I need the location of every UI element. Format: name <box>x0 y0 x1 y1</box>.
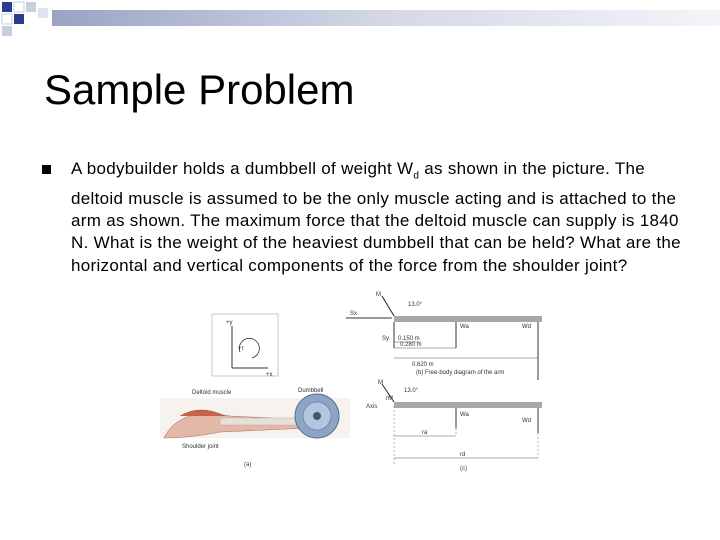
statement-subscript: d <box>413 170 420 182</box>
axes-inset <box>212 314 278 378</box>
square-bullet-icon <box>42 165 51 174</box>
arm-diagram-figure <box>160 288 550 473</box>
lever-caption: (c) <box>460 466 467 472</box>
lever-diagram <box>366 380 542 472</box>
page-title: Sample Problem <box>44 66 355 113</box>
x-axis-label: +x <box>266 372 273 378</box>
y-axis-label: +y <box>226 320 233 326</box>
lever-rd-label: rd <box>460 452 466 458</box>
lever-ra-label: ra <box>422 430 428 436</box>
fbd-distance-2: 0.280 m <box>400 342 422 348</box>
deltoid-label: Deltoid muscle <box>192 390 232 396</box>
lever-wd-label: Wd <box>522 418 531 424</box>
fbd-sx-label: Sx <box>350 311 358 317</box>
fbd-wd-label: Wd <box>522 324 531 330</box>
fbd-angle-label: 13.0° <box>408 302 423 308</box>
fbd-muscle-label: M <box>376 292 381 298</box>
arm-diagram <box>160 288 550 473</box>
dumbbell-label: Dumbbell <box>298 388 324 394</box>
lever-angle-label: 13.0° <box>404 388 419 394</box>
lever-wa-label: Wa <box>460 412 469 418</box>
fbd-caption: (b) Free-body diagram of the arm <box>416 370 505 376</box>
fbd-wa-label: Wa <box>460 324 469 330</box>
fbd-distance-3: 0.620 m <box>412 362 434 368</box>
lever-muscle-label: M <box>378 380 383 386</box>
free-body-diagram <box>346 292 542 380</box>
shoulder-label: Shoulder joint <box>182 444 219 450</box>
fbd-sy-label: Sy <box>382 336 390 342</box>
statement-text-1: A bodybuilder holds a dumbbell of weight W <box>71 159 414 178</box>
torque-label: +τ <box>238 346 244 352</box>
lever-rm-label: rM <box>386 396 393 402</box>
header-band <box>0 8 720 30</box>
arm-photo <box>160 388 350 468</box>
statement-text-2: as shown in the picture. The deltoid muscle is assumed to be the only muscle acting and is attached to the arm as shown. The maximum force that the deltoid muscle can supply is 1840 N. What is the weight of the heaviest dumbbell that can be held? What are the horizontal and vertical components of the force from the shoulder joint? <box>71 159 681 275</box>
problem-statement <box>71 158 701 277</box>
lever-axis-label: Axis <box>366 404 378 410</box>
fbd-distance-1: 0.150 m <box>398 336 420 342</box>
photo-caption: (a) <box>244 462 252 468</box>
